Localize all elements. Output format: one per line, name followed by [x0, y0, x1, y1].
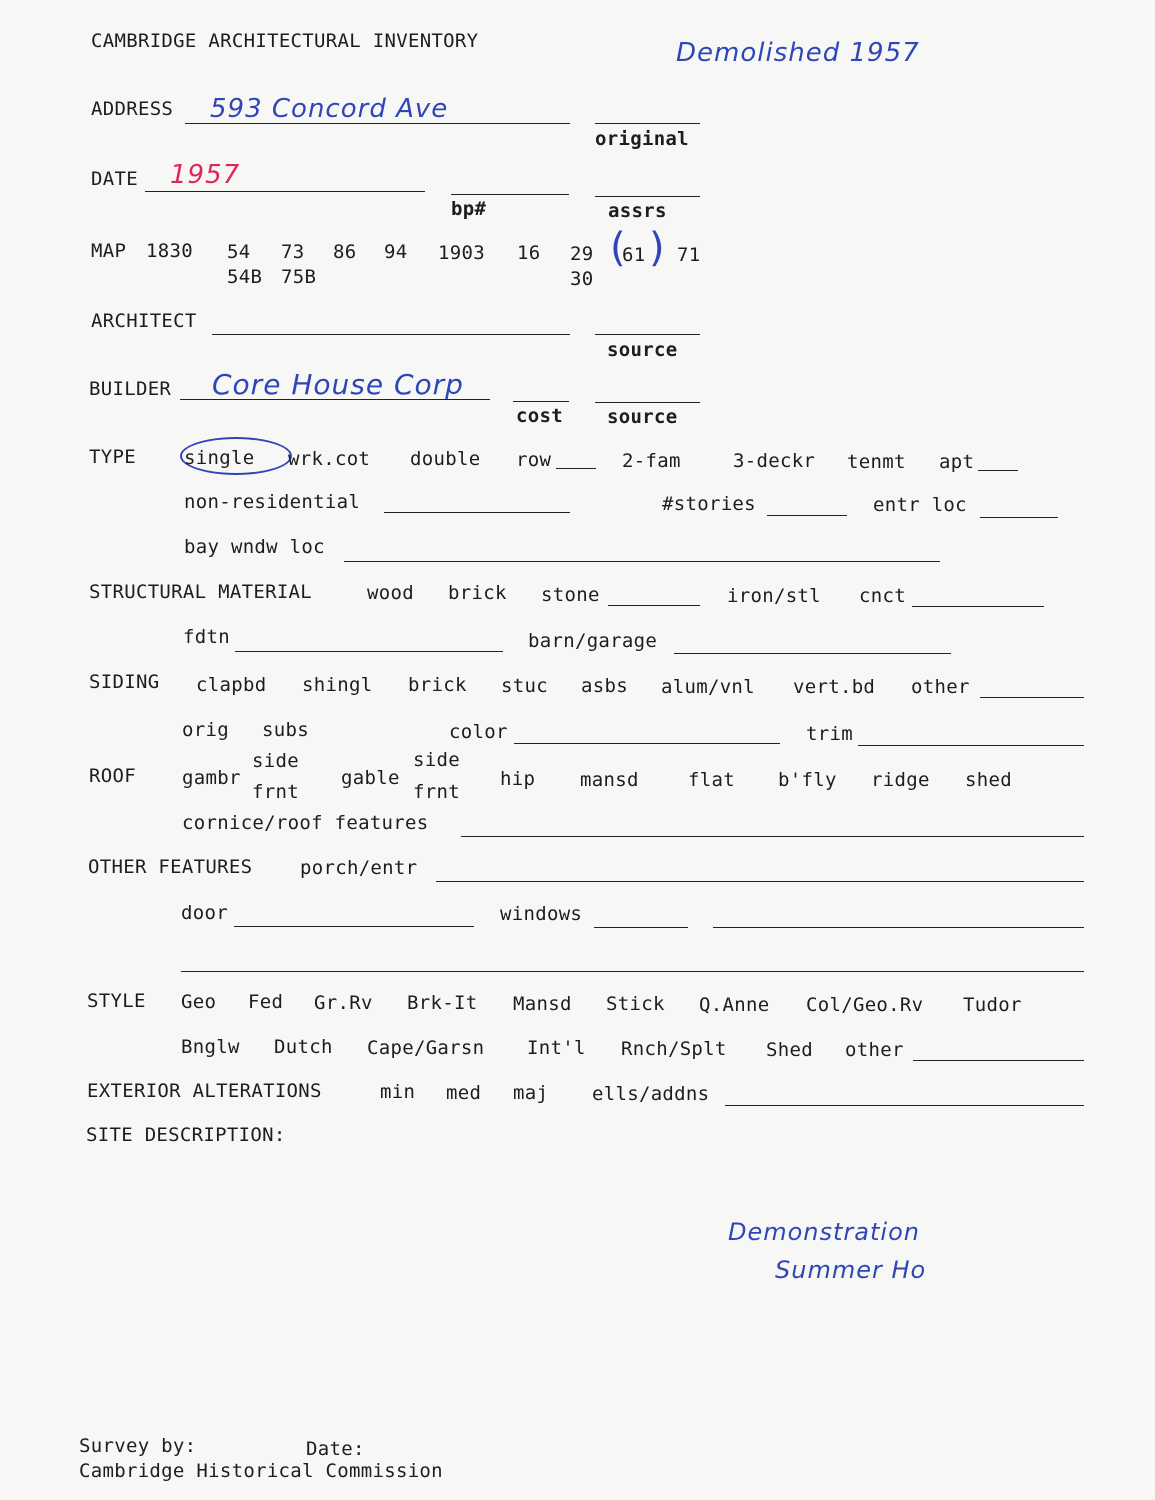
cornice-label: cornice/roof features — [182, 812, 429, 834]
roof-shed[interactable]: shed — [965, 769, 1012, 791]
commission-label: Cambridge Historical Commission — [79, 1460, 443, 1482]
map-circle-close: ) — [649, 225, 665, 271]
style-qanne[interactable]: Q.Anne — [699, 994, 770, 1016]
builder-source-line — [595, 402, 700, 403]
siding-other-line — [980, 697, 1084, 698]
roof-gable[interactable]: gable — [341, 767, 400, 789]
style-colgeo[interactable]: Col/Geo.Rv — [806, 994, 924, 1016]
style-cape[interactable]: Cape/Garsn — [367, 1037, 485, 1059]
alterations-med[interactable]: med — [446, 1082, 482, 1104]
style-stick[interactable]: Stick — [606, 993, 665, 1015]
structural-cnct[interactable]: cnct — [859, 585, 906, 607]
map-year-1903: 1903 — [438, 242, 485, 264]
builder-source-label: source — [607, 406, 678, 428]
map-sub-75b: 75B — [281, 266, 317, 288]
style-grrv[interactable]: Gr.Rv — [314, 992, 373, 1014]
siding-stuc[interactable]: stuc — [501, 675, 548, 697]
map-year-61[interactable]: 61 — [622, 244, 646, 266]
non-residential-line — [384, 512, 570, 513]
style-bnglw[interactable]: Bnglw — [181, 1036, 240, 1058]
entr-loc-line — [980, 517, 1058, 518]
alterations-min[interactable]: min — [380, 1081, 416, 1103]
entr-loc-label: entr loc — [873, 494, 967, 516]
gambr-side[interactable]: side — [252, 750, 299, 772]
door-label: door — [181, 902, 228, 924]
structural-iron[interactable]: iron/stl — [727, 585, 821, 607]
color-label: color — [449, 721, 508, 743]
type-apt[interactable]: apt — [939, 451, 975, 473]
map-year-73: 73 — [281, 241, 305, 263]
assrs-label: assrs — [608, 200, 667, 222]
date-line — [145, 191, 425, 192]
cornice-line — [461, 836, 1084, 837]
style-geo[interactable]: Geo — [181, 991, 217, 1013]
type-wrk-cot[interactable]: wrk.cot — [288, 448, 371, 470]
extra-line — [181, 971, 1084, 972]
assrs-line — [595, 196, 700, 197]
roof-bfly[interactable]: b'fly — [778, 769, 837, 791]
apt-line — [978, 470, 1018, 471]
door-line — [234, 926, 474, 927]
style-other[interactable]: other — [845, 1039, 904, 1061]
style-rnch[interactable]: Rnch/Splt — [621, 1038, 727, 1060]
architect-source-label: source — [607, 339, 678, 361]
stories-line — [767, 515, 847, 516]
color-line — [514, 743, 780, 744]
type-3deckr[interactable]: 3-deckr — [733, 450, 816, 472]
siding-other[interactable]: other — [911, 676, 970, 698]
type-double[interactable]: double — [410, 448, 481, 470]
form-title: CAMBRIDGE ARCHITECTURAL INVENTORY — [91, 30, 479, 52]
map-year-71: 71 — [677, 244, 701, 266]
demolished-note: Demolished 1957 — [676, 38, 920, 68]
map-circle-open: ( — [610, 225, 626, 271]
porch-label: porch/entr — [300, 857, 418, 879]
architect-line — [212, 334, 570, 335]
roof-hip[interactable]: hip — [500, 768, 536, 790]
gable-side[interactable]: side — [413, 749, 460, 771]
roof-flat[interactable]: flat — [688, 769, 735, 791]
map-year-16: 16 — [517, 242, 541, 264]
trim-line — [858, 745, 1084, 746]
alterations-label: EXTERIOR ALTERATIONS — [87, 1080, 322, 1102]
cnct-line — [912, 606, 1044, 607]
style-shed[interactable]: Shed — [766, 1039, 813, 1061]
note-line-2: Summer Ho — [775, 1256, 927, 1284]
siding-orig[interactable]: orig — [182, 719, 229, 741]
survey-date-label: Date: — [306, 1438, 365, 1460]
roof-gambr[interactable]: gambr — [182, 767, 241, 789]
alterations-maj[interactable]: maj — [513, 1082, 549, 1104]
date-value[interactable]: 1957 — [170, 160, 241, 190]
gable-frnt[interactable]: frnt — [413, 781, 460, 803]
site-description-label: SITE DESCRIPTION: — [86, 1124, 286, 1146]
row-line — [556, 468, 596, 469]
type-tenmt[interactable]: tenmt — [847, 451, 906, 473]
fdtn-label: fdtn — [183, 626, 230, 648]
windows-line-a — [594, 927, 688, 928]
map-year-54: 54 — [227, 241, 251, 263]
architect-source-line — [595, 334, 700, 335]
porch-line — [436, 881, 1084, 882]
trim-label: trim — [806, 723, 853, 745]
survey-by-label: Survey by: — [79, 1435, 197, 1457]
roof-mansd[interactable]: mansd — [580, 769, 639, 791]
style-brkit[interactable]: Brk-It — [407, 992, 478, 1014]
barn-label: barn/garage — [528, 630, 658, 652]
style-label: STYLE — [87, 990, 146, 1012]
style-tudor[interactable]: Tudor — [963, 994, 1022, 1016]
structural-stone[interactable]: stone — [541, 584, 600, 606]
bay-wndw-line — [344, 561, 940, 562]
date-label: DATE — [91, 168, 138, 190]
ells-line — [725, 1105, 1084, 1106]
style-fed[interactable]: Fed — [248, 991, 284, 1013]
map-sub-54b: 54B — [227, 266, 263, 288]
cost-line — [513, 401, 569, 402]
original-line — [595, 123, 700, 124]
style-intl[interactable]: Int'l — [527, 1037, 586, 1059]
roof-ridge[interactable]: ridge — [871, 769, 930, 791]
map-label: MAP — [91, 240, 127, 262]
type-single[interactable]: single — [184, 447, 255, 469]
structural-brick[interactable]: brick — [448, 582, 507, 604]
architect-label: ARCHITECT — [91, 310, 197, 332]
map-year-1830: 1830 — [146, 240, 193, 262]
siding-asbs[interactable]: asbs — [581, 675, 628, 697]
other-features-label: OTHER FEATURES — [88, 856, 253, 878]
bp-label: bp# — [451, 198, 487, 220]
cost-label: cost — [516, 405, 563, 427]
siding-alum[interactable]: alum/vnl — [661, 676, 755, 698]
siding-vert[interactable]: vert.bd — [793, 676, 876, 698]
original-label: original — [595, 128, 689, 150]
map-year-29: 29 — [570, 243, 594, 265]
gambr-frnt[interactable]: frnt — [252, 781, 299, 803]
alterations-ells[interactable]: ells/addns — [592, 1083, 710, 1105]
windows-label: windows — [500, 903, 583, 925]
style-other-line — [913, 1060, 1084, 1061]
structural-label: STRUCTURAL MATERIAL — [89, 581, 313, 603]
siding-subs[interactable]: subs — [262, 719, 309, 741]
bp-line — [451, 194, 569, 195]
stories-label: #stories — [662, 493, 756, 515]
builder-value[interactable]: Core House Corp — [212, 368, 464, 401]
siding-label: SIDING — [89, 671, 160, 693]
bay-wndw-label: bay wndw loc — [184, 536, 325, 558]
address-label: ADDRESS — [91, 98, 174, 120]
type-row[interactable]: row — [516, 449, 552, 471]
non-residential-label: non-residential — [184, 491, 361, 513]
address-value[interactable]: 593 Concord Ave — [210, 94, 449, 124]
builder-label: BUILDER — [89, 378, 172, 400]
siding-shingl[interactable]: shingl — [302, 674, 373, 696]
structural-wood[interactable]: wood — [367, 582, 414, 604]
map-sub-30: 30 — [570, 268, 594, 290]
map-year-94: 94 — [384, 241, 408, 263]
roof-label: ROOF — [89, 765, 136, 787]
barn-line — [674, 653, 951, 654]
type-2fam[interactable]: 2-fam — [622, 450, 681, 472]
siding-clapbd[interactable]: clapbd — [196, 674, 267, 696]
note-line-1: Demonstration — [728, 1218, 920, 1246]
style-mansd[interactable]: Mansd — [513, 993, 572, 1015]
windows-line-b — [713, 927, 1084, 928]
type-label: TYPE — [89, 446, 136, 468]
stone-line — [608, 605, 700, 606]
builder-line — [180, 399, 490, 400]
address-line — [185, 123, 570, 124]
siding-brick[interactable]: brick — [408, 674, 467, 696]
fdtn-line — [235, 651, 503, 652]
map-year-86: 86 — [333, 241, 357, 263]
style-dutch[interactable]: Dutch — [274, 1036, 333, 1058]
